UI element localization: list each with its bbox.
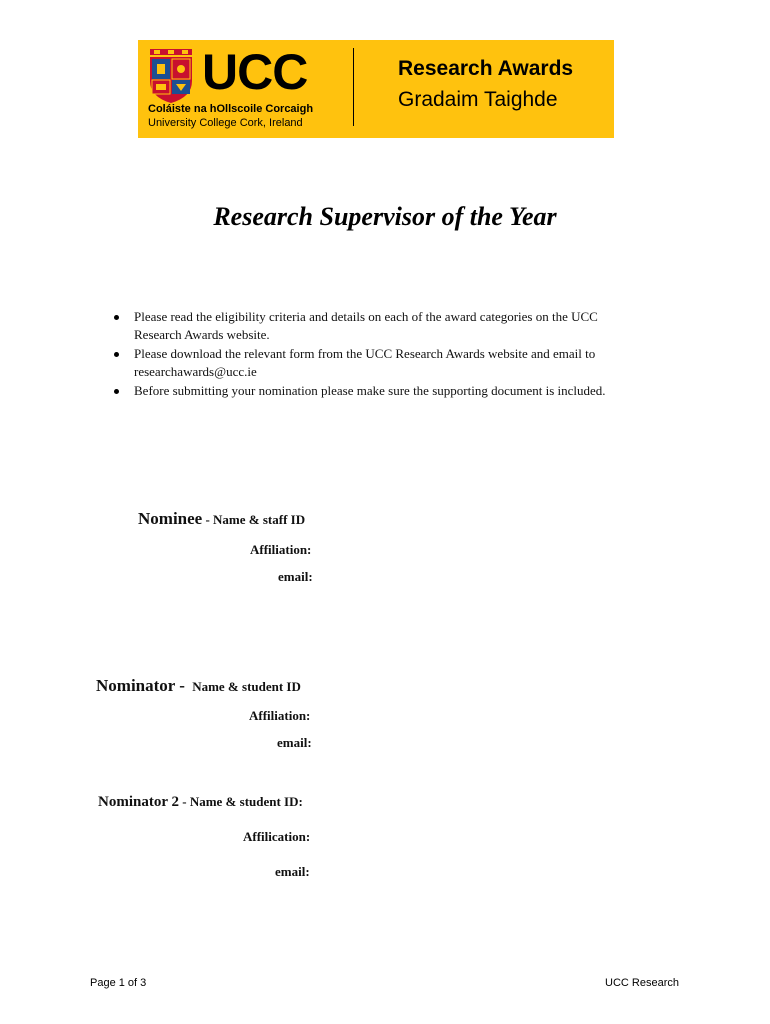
nominee-affiliation-label: Affiliation: (250, 542, 312, 557)
nominator2-email-label: email: (275, 864, 310, 879)
instruction-item: Before submitting your nomination please make sure the supporting document is included. (106, 382, 646, 400)
document-title: Research Supervisor of the Year (213, 202, 557, 231)
nominee-heading: Nominee (138, 509, 203, 528)
instruction-item: Please download the relevant form from the UCC Research Awards website and email to researchawards@ucc.ie (106, 345, 646, 381)
nominator2-name-label: - Name & student ID: (182, 794, 303, 809)
nominator-heading: Nominator - (96, 676, 185, 695)
ucc-crest-icon (148, 49, 194, 103)
nominator2-affiliation-label: Affilication: (243, 829, 311, 844)
nominee-name-label: - Name & staff ID (205, 512, 306, 527)
nominee-heading-row (138, 509, 305, 529)
research-awards-title: Research Awards (398, 57, 574, 80)
nominee-email-label: email: (278, 569, 313, 584)
banner-divider (353, 48, 354, 126)
college-name-irish: Coláiste na hOllscoile Corcaigh (148, 103, 314, 115)
research-awards-banner (138, 40, 614, 138)
footer-page-number: Page 1 of 3 (90, 977, 147, 989)
college-name-english: University College Cork, Ireland (148, 117, 303, 129)
instructions-list (106, 308, 646, 401)
footer-organization: UCC Research (605, 977, 679, 989)
research-awards-title-irish: Gradaim Taighde (398, 88, 558, 111)
instruction-item: Please read the eligibility criteria and details on each of the award categories on the UCC Research Awards website. (106, 308, 646, 344)
nominator2-heading: Nominator 2 (98, 794, 179, 810)
nominator-affiliation-label: Affiliation: (249, 708, 311, 723)
nominator-name-label: Name & student ID (192, 679, 301, 694)
ucc-logo-text: UCC (202, 44, 308, 100)
nominator-heading-row (96, 676, 301, 696)
nominator-email-label: email: (277, 735, 312, 750)
nominator2-heading-row (98, 794, 303, 811)
